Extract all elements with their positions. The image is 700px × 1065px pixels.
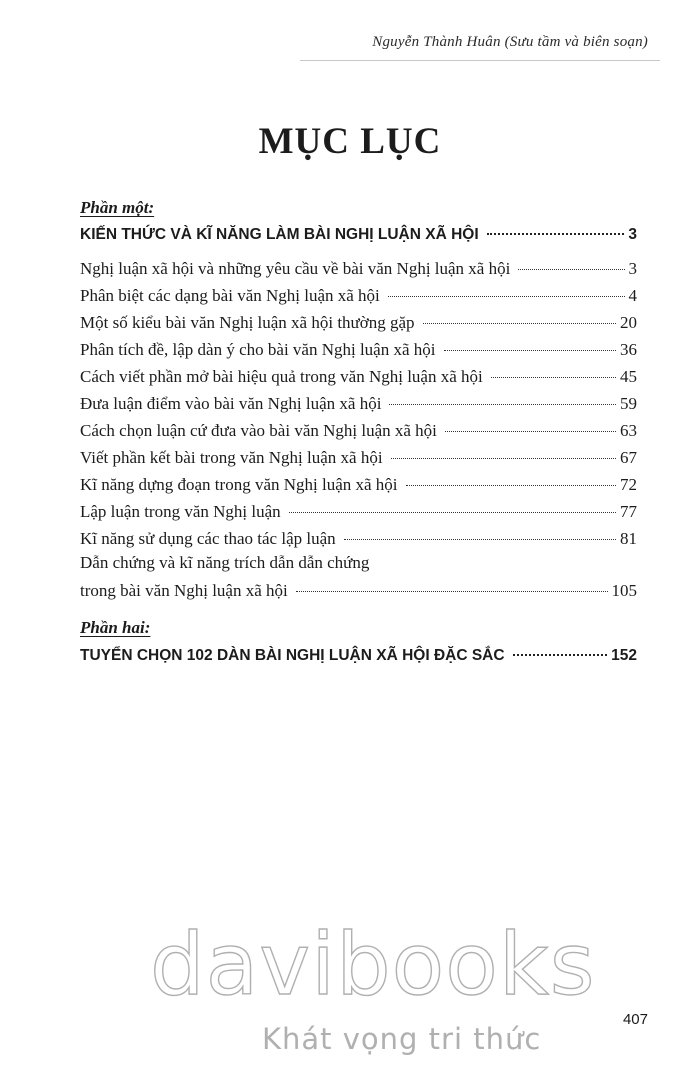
toc-entry[interactable] [80,313,637,333]
toc-entry-text: Cách chọn luận cứ đưa vào bài văn Nghị luận xã hội [80,421,437,440]
part-two-section[interactable] [80,647,637,665]
leader-dots [518,269,624,270]
header-rule [300,60,660,61]
leader-dots [289,512,616,513]
toc-entry-text: Kĩ năng dựng đoạn trong văn Nghị luận xã hội [80,475,398,494]
toc-entry-page: 72 [620,475,637,494]
section-title: KIẾN THỨC VÀ KĨ NĂNG LÀM BÀI NGHỊ LUẬN XÃ HỘI [80,226,479,243]
leader-dots [487,233,625,235]
leader-dots [423,323,616,324]
section-title: TUYỂN CHỌN 102 DÀN BÀI NGHỊ LUẬN XÃ HỘI ĐẶC SẮC [80,647,505,664]
toc-entry-page: 20 [620,313,637,332]
watermark-logo: davibooks [150,915,596,1015]
toc-entry-page: 81 [620,529,637,548]
toc-entry-page: 63 [620,421,637,440]
page-title: MỤC LỤC [258,121,442,162]
toc-entry-text: Phân tích đề, lập dàn ý cho bài văn Nghị luận xã hội [80,340,436,359]
toc-entry[interactable] [80,529,637,549]
leader-dots [513,654,608,656]
leader-dots [344,539,616,540]
toc-entry-page: 3 [628,259,637,278]
toc-entry-page: 67 [620,448,637,467]
part-one-section[interactable] [80,226,637,244]
leader-dots [391,458,616,459]
running-header: Nguyễn Thành Huân (Sưu tầm và biên soạn) [372,34,648,50]
toc-entry-text: trong bài văn Nghị luận xã hội [80,581,288,600]
toc-entry-page: 77 [620,502,637,521]
toc-entry[interactable] [80,502,637,522]
leader-dots [388,296,625,297]
toc-entry-text: Cách viết phần mở bài hiệu quả trong văn Nghị luận xã hội [80,367,483,386]
toc-entry-text: Kĩ năng sử dụng các thao tác lập luận [80,529,336,548]
part-one-label: Phần một: [80,198,155,217]
toc-entry-page: 4 [628,286,637,305]
leader-dots [389,404,616,405]
toc-entry-page: 59 [620,394,637,413]
toc-entry-text: Phân biệt các dạng bài văn Nghị luận xã hội [80,286,380,305]
section-page: 3 [628,226,637,243]
toc-entry-text: Lập luận trong văn Nghị luận [80,502,281,521]
toc-entry[interactable] [80,286,637,306]
toc-entry-text: Nghị luận xã hội và những yêu cầu về bài văn Nghị luận xã hội [80,259,511,278]
toc-entry[interactable] [80,448,637,468]
toc-entry-page: 105 [611,581,637,600]
toc-entry-page: 45 [620,367,637,386]
toc-entry-line1[interactable]: Dẫn chứng và kĩ năng trích dẫn dẫn chứng [80,553,370,572]
leader-dots [445,431,616,432]
toc-entry-text: Một số kiểu bài văn Nghị luận xã hội thường gặp [80,313,415,332]
watermark-slogan: Khát vọng tri thức [262,1022,542,1056]
page-number: 407 [622,1011,648,1028]
toc-entry[interactable] [80,421,637,441]
leader-dots [406,485,616,486]
part-two-label: Phần hai: [80,618,151,637]
toc-entry[interactable] [80,394,637,414]
toc-entry[interactable] [80,367,637,387]
leader-dots [444,350,617,351]
toc-entry-page: 36 [620,340,637,359]
toc-entry-text: Đưa luận điểm vào bài văn Nghị luận xã hội [80,394,382,413]
toc-entry-text: Viết phần kết bài trong văn Nghị luận xã hội [80,448,383,467]
leader-dots [296,591,608,592]
toc-entry[interactable] [80,259,637,279]
toc-entry[interactable] [80,340,637,360]
toc-entry[interactable] [80,581,637,601]
leader-dots [491,377,616,378]
toc-entry[interactable] [80,475,637,495]
section-page: 152 [611,647,637,664]
